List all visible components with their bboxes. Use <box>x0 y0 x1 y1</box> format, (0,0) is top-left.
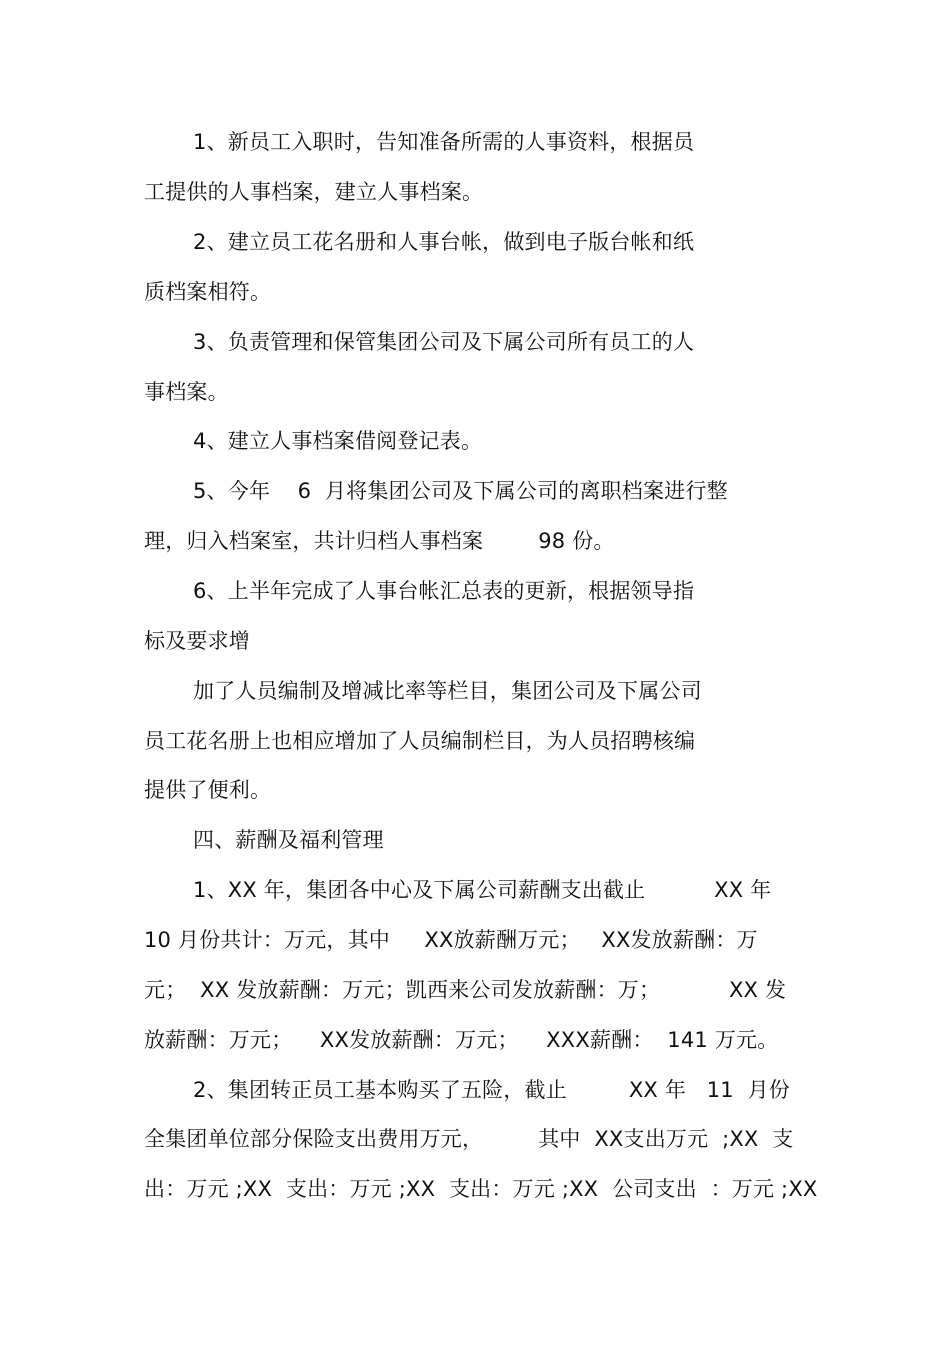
text-line: 1、XX 年，集团各中心及下属公司薪酬支出截止 XX 年 <box>193 878 772 902</box>
text-line: 1、新员工入职时，告知准备所需的人事资料，根据员 <box>193 130 695 154</box>
text-line: 加了人员编制及增减比率等栏目，集团公司及下属公司 <box>193 679 702 703</box>
text-line: 2、建立员工花名册和人事台帐，做到电子版台帐和纸 <box>193 230 695 254</box>
text-line: 10 月份共计：万元，其中 XX放薪酬万元； XX发放薪酬：万 <box>144 928 758 952</box>
text-line: 全集团单位部分保险支出费用万元， 其中 XX支出万元 ;XX 支 <box>144 1127 794 1151</box>
text-line: 提供了便利。 <box>144 778 272 802</box>
text-line: 标及要求增 <box>144 629 250 653</box>
text-line: 3、负责管理和保管集团公司及下属公司所有员工的人 <box>193 330 695 354</box>
text-line: 6、上半年完成了人事台帐汇总表的更新，根据领导指 <box>193 579 695 603</box>
text-line: 工提供的人事档案，建立人事档案。 <box>144 180 484 204</box>
text-line: 5、今年 6 月将集团公司及下属公司的离职档案进行整 <box>193 479 728 503</box>
text-line: 质档案相符。 <box>144 280 272 304</box>
text-line: 元； XX 发放薪酬：万元；凯西来公司发放薪酬：万； XX 发 <box>144 978 787 1002</box>
text-line: 4、建立人事档案借阅登记表。 <box>193 429 483 453</box>
text-line: 2、集团转正员工基本购买了五险，截止 XX 年 11 月份 <box>193 1078 790 1102</box>
text-line: 出：万元 ;XX 支出：万元 ;XX 支出：万元 ;XX 公司支出 ：万元 ;XX <box>144 1177 818 1201</box>
text-line: 员工花名册上也相应增加了人员编制栏目，为人员招聘核编 <box>144 729 696 753</box>
text-line: 放薪酬：万元； XX发放薪酬：万元； XXX薪酬： 141 万元。 <box>144 1028 779 1052</box>
text-line: 事档案。 <box>144 380 229 404</box>
text-line: 理，归入档案室，共计归档人事档案 98 份。 <box>144 529 615 553</box>
section-heading: 四、薪酬及福利管理 <box>193 828 384 852</box>
